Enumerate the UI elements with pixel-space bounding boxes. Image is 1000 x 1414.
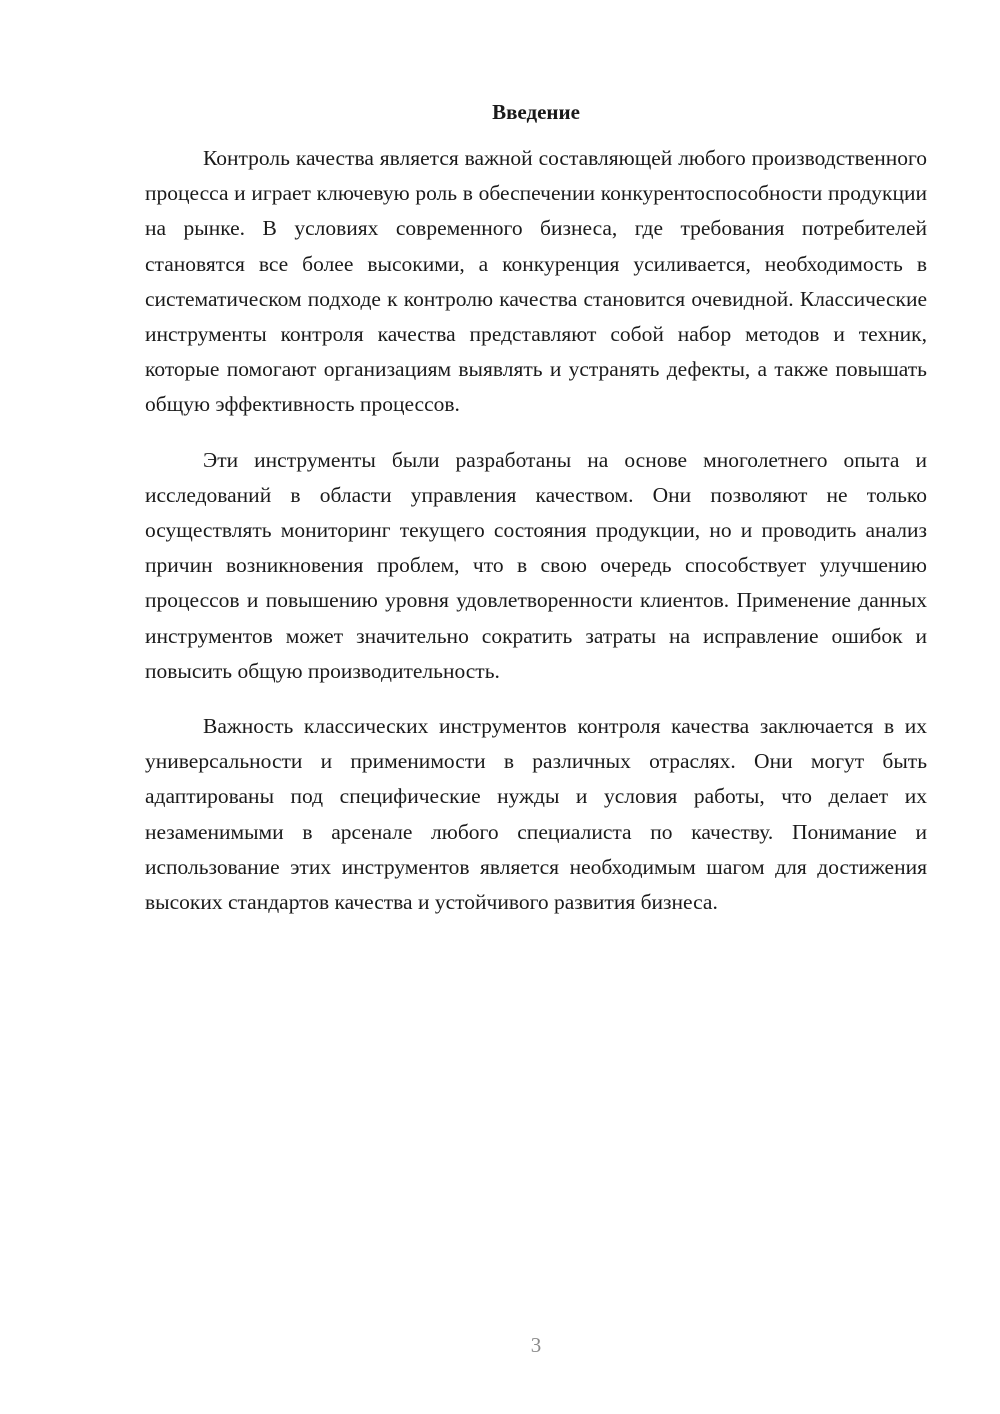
page-number: 3 (530, 1333, 542, 1357)
document-body (145, 141, 927, 940)
page-title: Введение (492, 100, 580, 124)
paragraph-3: Важность классических инструментов контроля качества заключается в их универсальности и применимости в различных отраслях. Они могут быть адаптированы под специфические нужды и условия работы, что делает их незаменимыми в арсенале любого специалиста по качеству. Понимание и использование этих инструментов является необходимым шагом для достижения высоких стандартов качества и устойчивого развития бизнеса. (145, 714, 927, 915)
paragraph-2: Эти инструменты были разработаны на основе многолетнего опыта и исследований в области управления качеством. Они позволяют не только осуществлять мониторинг текущего состояния продукции, но и проводить анализ причин возникновения проблем, что в свою очередь способствует улучшению процессов и повышению уровня удовлетворенности клиентов. Применение данных инструментов может значительно сократить затраты на исправление ошибок и повысить общую производительность. (145, 447, 927, 683)
paragraph-1: Контроль качества является важной составляющей любого производственного процесса и играет ключевую роль в обеспечении конкурентоспособности продукции на рынке. В условиях современного бизнеса, где требования потребителей становятся все более высокими, а конкуренция усиливается, необходимость в систематическом подходе к контролю качества становится очевидной. Классические инструменты контроля качества представляют собой набор методов и техник, которые помогают организациям выявлять и устранять дефекты, а также повышать общую эффективность процессов. (145, 146, 927, 417)
